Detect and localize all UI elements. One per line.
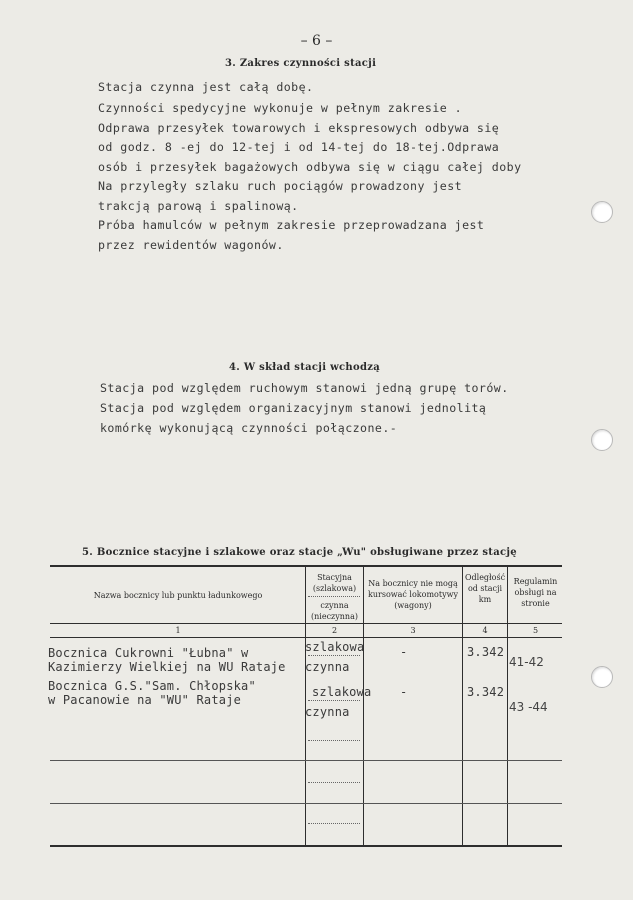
column-number: 4 xyxy=(482,626,488,635)
page-number: – 6 – xyxy=(300,33,333,49)
section-3-line: Próba hamulców w pełnym zakresie przeprowadzana jest xyxy=(98,218,485,232)
siding-restriction: - xyxy=(400,645,408,659)
header-distance: Odległość od stacji km xyxy=(464,573,506,604)
column-number: 3 xyxy=(410,626,416,635)
siding-name: Bocznica Cukrowni "Łubna" w xyxy=(48,646,249,660)
section-4-heading: 4. W skład stacji wchodzą xyxy=(229,362,380,373)
siding-page: 43 -44 xyxy=(509,700,548,714)
siding-page: 41-42 xyxy=(509,655,544,669)
section-3-line: Czynności spedycyjne wykonuje w pełnym zakresie . xyxy=(98,101,463,115)
header-regulation: Regulamin obsługi na stronie xyxy=(513,577,558,608)
table-header-rule xyxy=(50,623,562,624)
header-name: Nazwa bocznicy lub punktu ładunkowego xyxy=(93,591,263,600)
table-bottom-rule xyxy=(50,845,562,847)
punch-hole xyxy=(591,666,613,688)
row-rule xyxy=(50,760,562,761)
row-rule xyxy=(50,803,562,804)
header-type: Stacyjna (szlakowa) xyxy=(312,573,357,593)
header-status: czynna (nieczynna) xyxy=(311,601,358,621)
section-3-line: Stacja czynna jest całą dobę. xyxy=(98,80,314,94)
siding-name: Kazimierzy Wielkiej na WU Rataje xyxy=(48,660,286,674)
row-dotted-line xyxy=(308,823,360,824)
row-dotted-line xyxy=(308,740,360,741)
section-3-heading: 3. Zakres czynności stacji xyxy=(225,58,377,69)
siding-restriction: - xyxy=(400,685,408,699)
section-3-line: przez rewidentów wagonów. xyxy=(98,238,284,252)
section-3-line: od godz. 8 -ej do 12-tej i od 14-tej do 18-tej.Odprawa xyxy=(98,140,500,154)
siding-distance: 3.342 xyxy=(467,685,505,699)
row-dotted-line xyxy=(308,655,360,656)
siding-distance: 3.342 xyxy=(467,645,505,659)
section-3-line: Na przyległy szlaku ruch pociągów prowadzony jest xyxy=(98,179,463,193)
punch-hole xyxy=(591,201,613,223)
siding-name: Bocznica G.S."Sam. Chłopska" xyxy=(48,679,256,693)
punch-hole xyxy=(591,429,613,451)
header-restriction: Na bocznicy nie mogą kursować lokomotywy (wagony) xyxy=(368,579,458,610)
column-number: 1 xyxy=(175,626,181,635)
section-3-line: trakcją parową i spalinową. xyxy=(98,199,299,213)
siding-type: szlakowa xyxy=(305,640,365,654)
column-number: 5 xyxy=(532,626,539,635)
siding-status: czynna xyxy=(305,660,350,674)
row-dotted-line xyxy=(308,700,360,701)
siding-type: szlakowa xyxy=(312,685,372,699)
column-number: 2 xyxy=(331,626,338,635)
section-5-heading: 5. Bocznice stacyjne i szlakowe oraz stacje „Wu" obsługiwane przez stację xyxy=(82,547,517,558)
table-top-rule xyxy=(50,565,562,567)
section-4-line: Stacja pod względem organizacyjnym stanowi jednolitą xyxy=(100,401,487,415)
section-4-line: Stacja pod względem ruchowym stanowi jedną grupę torów. xyxy=(100,381,509,395)
section-3-line: Odprawa przesyłek towarowych i ekspresowych odbywa się xyxy=(98,121,500,135)
table-number-rule xyxy=(50,637,562,638)
siding-status: czynna xyxy=(305,705,350,719)
section-4-line: komórkę wykonującą czynności połączone.- xyxy=(100,421,398,435)
header-subdivider xyxy=(308,596,360,597)
section-3-line: osób i przesyłek bagażowych odbywa się w ciągu całej doby xyxy=(98,160,522,174)
row-dotted-line xyxy=(308,782,360,783)
siding-name: w Pacanowie na "WU" Rataje xyxy=(48,693,242,707)
